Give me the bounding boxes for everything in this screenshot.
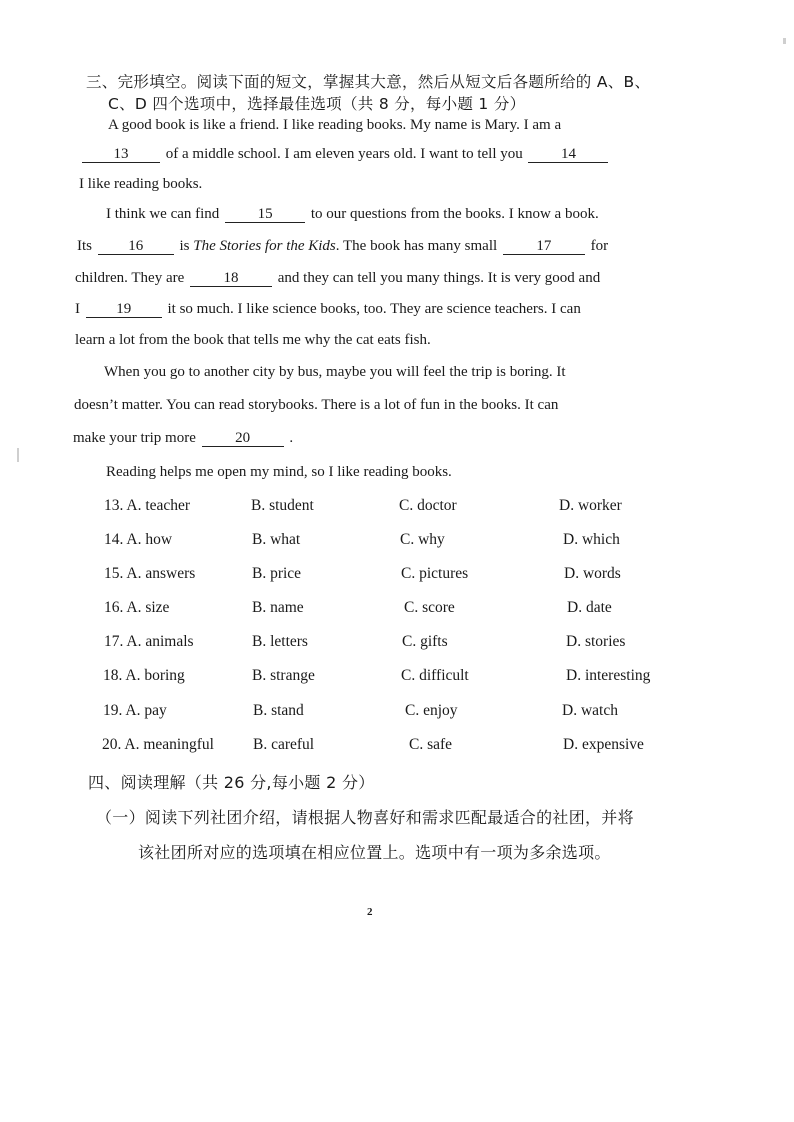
book-title: The Stories for the Kids: [193, 238, 336, 254]
passage-text: I think we can find: [106, 206, 220, 222]
passage-text: and they can tell you many things. It is very good and: [277, 270, 601, 286]
passage-text: it so much. I like science books, too. They are science teachers. I can: [167, 301, 581, 317]
option-c: C. difficult: [401, 667, 469, 684]
passage-line: A good book is like a friend. I like reading books. My name is Mary. I am a: [108, 117, 562, 133]
option-c: C. safe: [409, 736, 453, 753]
blank-15: 15: [225, 206, 305, 223]
scan-mark: [783, 38, 786, 44]
section4-heading: 四、阅读理解（共 26 分,每小题 2 分）: [88, 773, 375, 792]
option-d: D. interesting: [566, 667, 651, 684]
option-d: D. date: [567, 599, 612, 616]
option-c: C. doctor: [399, 497, 457, 514]
section3-heading-line1: 三、完形填空。阅读下面的短文，掌握其大意，然后从短文后各题所给的 A、B、: [86, 73, 651, 91]
scan-mark: [17, 448, 19, 462]
blank-18: 18: [190, 270, 272, 287]
passage-line: doesn’t matter. You can read storybooks. There is a lot of fun in the books. It can: [74, 397, 559, 413]
option-b: B. name: [252, 599, 304, 616]
passage-line: [106, 206, 599, 223]
option-d: D. stories: [566, 633, 626, 650]
section4-subheading-line2: 该社团所对应的选项填在相应位置上。选项中有一项为多余选项。: [138, 843, 611, 862]
passage-line: When you go to another city by bus, maybe you will feel the trip is boring. It: [104, 364, 566, 380]
section4-subheading-line1: （一）阅读下列社团介绍，请根据人物喜好和需求匹配最适合的社团，并将: [96, 808, 634, 827]
option-a: 19. A. pay: [103, 702, 167, 719]
passage-text: for: [590, 238, 609, 254]
option-b: B. what: [252, 531, 301, 548]
passage-text: children. They are: [75, 270, 185, 286]
passage-text: Its: [77, 238, 92, 254]
option-d: D. watch: [562, 702, 618, 719]
option-a: 16. A. size: [104, 599, 170, 616]
option-c: C. gifts: [402, 633, 448, 650]
option-b: B. strange: [252, 667, 315, 684]
option-d: D. expensive: [563, 736, 644, 753]
blank-19: 19: [86, 301, 162, 318]
option-d: D. which: [563, 531, 620, 548]
passage-line: I like reading books.: [79, 176, 203, 192]
option-d: D. worker: [559, 497, 622, 514]
option-a: 13. A. teacher: [104, 497, 191, 514]
passage-text: of a middle school. I am eleven years old. I want to tell you: [165, 146, 523, 162]
option-b: B. careful: [253, 736, 315, 753]
page-number: 2: [367, 906, 373, 918]
passage-text: . The book has many small: [335, 238, 498, 254]
option-b: B. letters: [252, 633, 308, 650]
blank-20: 20: [202, 430, 284, 447]
option-c: C. enjoy: [405, 702, 458, 719]
option-a: 14. A. how: [104, 531, 173, 548]
option-c: C. score: [404, 599, 455, 616]
option-a: 18. A. boring: [103, 667, 185, 684]
passage-line: Reading helps me open my mind, so I like reading books.: [106, 464, 452, 480]
option-b: B. student: [251, 497, 314, 514]
passage-line: learn a lot from the book that tells me why the cat eats fish.: [75, 332, 431, 348]
passage-text: .: [289, 430, 294, 446]
blank-13: 13: [82, 146, 160, 163]
option-b: B. stand: [253, 702, 304, 719]
passage-text: to our questions from the books. I know a book.: [310, 206, 599, 222]
passage-line: [80, 146, 610, 163]
passage-line: [75, 270, 600, 287]
blank-16: 16: [98, 238, 174, 255]
option-b: B. price: [252, 565, 302, 582]
passage-text: make your trip more: [73, 430, 196, 446]
passage-line: [77, 238, 608, 255]
option-a: 15. A. answers: [104, 565, 196, 582]
blank-14: 14: [528, 146, 608, 163]
passage-text: is: [179, 238, 190, 254]
option-d: D. words: [564, 565, 621, 582]
option-a: 20. A. meaningful: [102, 736, 214, 753]
passage-text: I: [75, 301, 80, 317]
blank-17: 17: [503, 238, 585, 255]
option-a: 17. A. animals: [104, 633, 194, 650]
option-c: C. pictures: [401, 565, 469, 582]
passage-line: [75, 301, 581, 318]
option-c: C. why: [400, 531, 445, 548]
passage-line: [73, 430, 293, 447]
section3-heading-line2: C、D 四个选项中，选择最佳选项（共 8 分，每小题 1 分）: [108, 95, 526, 113]
